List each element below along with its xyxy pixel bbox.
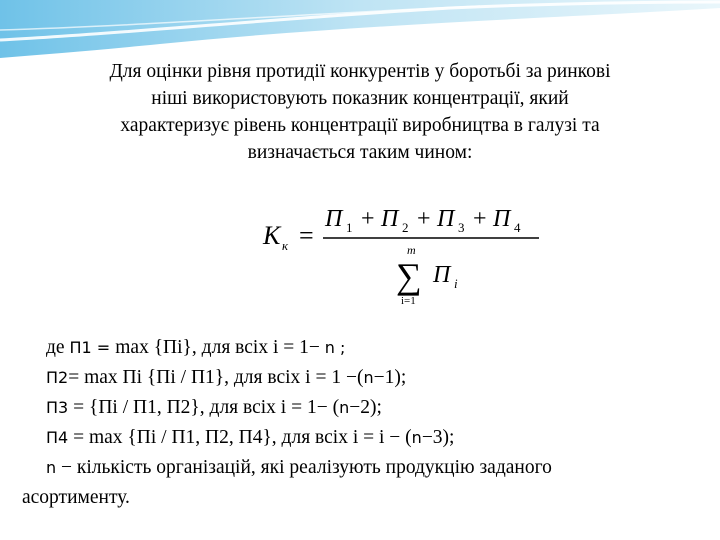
intro-line-1: Для оцінки рівня протидії конкурентів у боротьбі за ринкові — [109, 61, 611, 82]
num-sub-4: 4 — [514, 220, 521, 235]
condition-p1-symbol: П1 = — [69, 338, 116, 357]
sum-upper: m — [407, 243, 416, 257]
num-term-3: П — [437, 206, 455, 232]
condition-p3-n: n — [339, 398, 350, 417]
num-term-4: П — [493, 206, 511, 232]
den-term: П — [433, 262, 451, 288]
condition-p2-n: n — [363, 368, 374, 387]
condition-p2 — [22, 363, 712, 393]
condition-n — [22, 453, 712, 483]
condition-p3-text: = {Пі / П1, П2}, для всіх і = 1− ( — [68, 397, 340, 418]
condition-p2-tail: −1); — [373, 367, 407, 388]
condition-p4-tail: −3); — [421, 427, 455, 448]
condition-p2-symbol: П2 — [46, 368, 69, 387]
num-term-2: П — [381, 206, 399, 232]
intro-line-3: характеризує рівень концентрації виробництва в галузі та — [120, 115, 600, 136]
condition-p4 — [22, 423, 712, 453]
condition-p1-prefix: де — [46, 337, 70, 358]
condition-p1-n: n ; — [324, 338, 346, 357]
concentration-formula — [255, 190, 550, 312]
condition-p4-symbol: П4 — [46, 428, 69, 447]
intro-paragraph — [40, 58, 680, 166]
condition-p2-text: = max Пі {Пі / П1}, для всіх і = 1 −( — [68, 367, 364, 388]
condition-p3 — [22, 393, 712, 423]
sum-symbol: ∑ — [396, 256, 422, 296]
condition-n-text: − кількість організацій, які реалізують продукцію заданого — [56, 457, 552, 478]
num-sub-1: 1 — [346, 220, 353, 235]
condition-p1 — [22, 333, 712, 363]
intro-line-4: визначається таким чином: — [247, 142, 473, 163]
plus-3: + — [473, 206, 487, 232]
condition-p3-symbol: П3 — [46, 398, 69, 417]
num-sub-2: 2 — [402, 220, 409, 235]
intro-line-2: ніші використовують показник концентрації, який — [151, 88, 569, 109]
condition-n-symbol: n — [46, 458, 57, 477]
num-term-1: П — [325, 206, 343, 232]
formula-lhs-sub: к — [282, 238, 289, 253]
condition-n-continuation: асортименту. — [22, 487, 130, 508]
conditions-list — [22, 333, 712, 513]
condition-p4-n: n — [411, 428, 422, 447]
plus-1: + — [361, 206, 375, 232]
num-sub-3: 3 — [458, 220, 465, 235]
condition-p1-text: max {Пі}, для всіх і = 1− — [115, 337, 325, 358]
formula-lhs: K — [263, 221, 281, 250]
sum-lower: i=1 — [401, 295, 416, 307]
plus-2: + — [417, 206, 431, 232]
decorative-wave — [0, 0, 720, 60]
condition-p3-tail: −2); — [349, 397, 382, 418]
den-sub: i — [454, 276, 458, 291]
condition-p4-text: = max {Пі / П1, П2, П4}, для всіх і = і − ( — [68, 427, 412, 448]
formula-equals: = — [299, 221, 314, 250]
